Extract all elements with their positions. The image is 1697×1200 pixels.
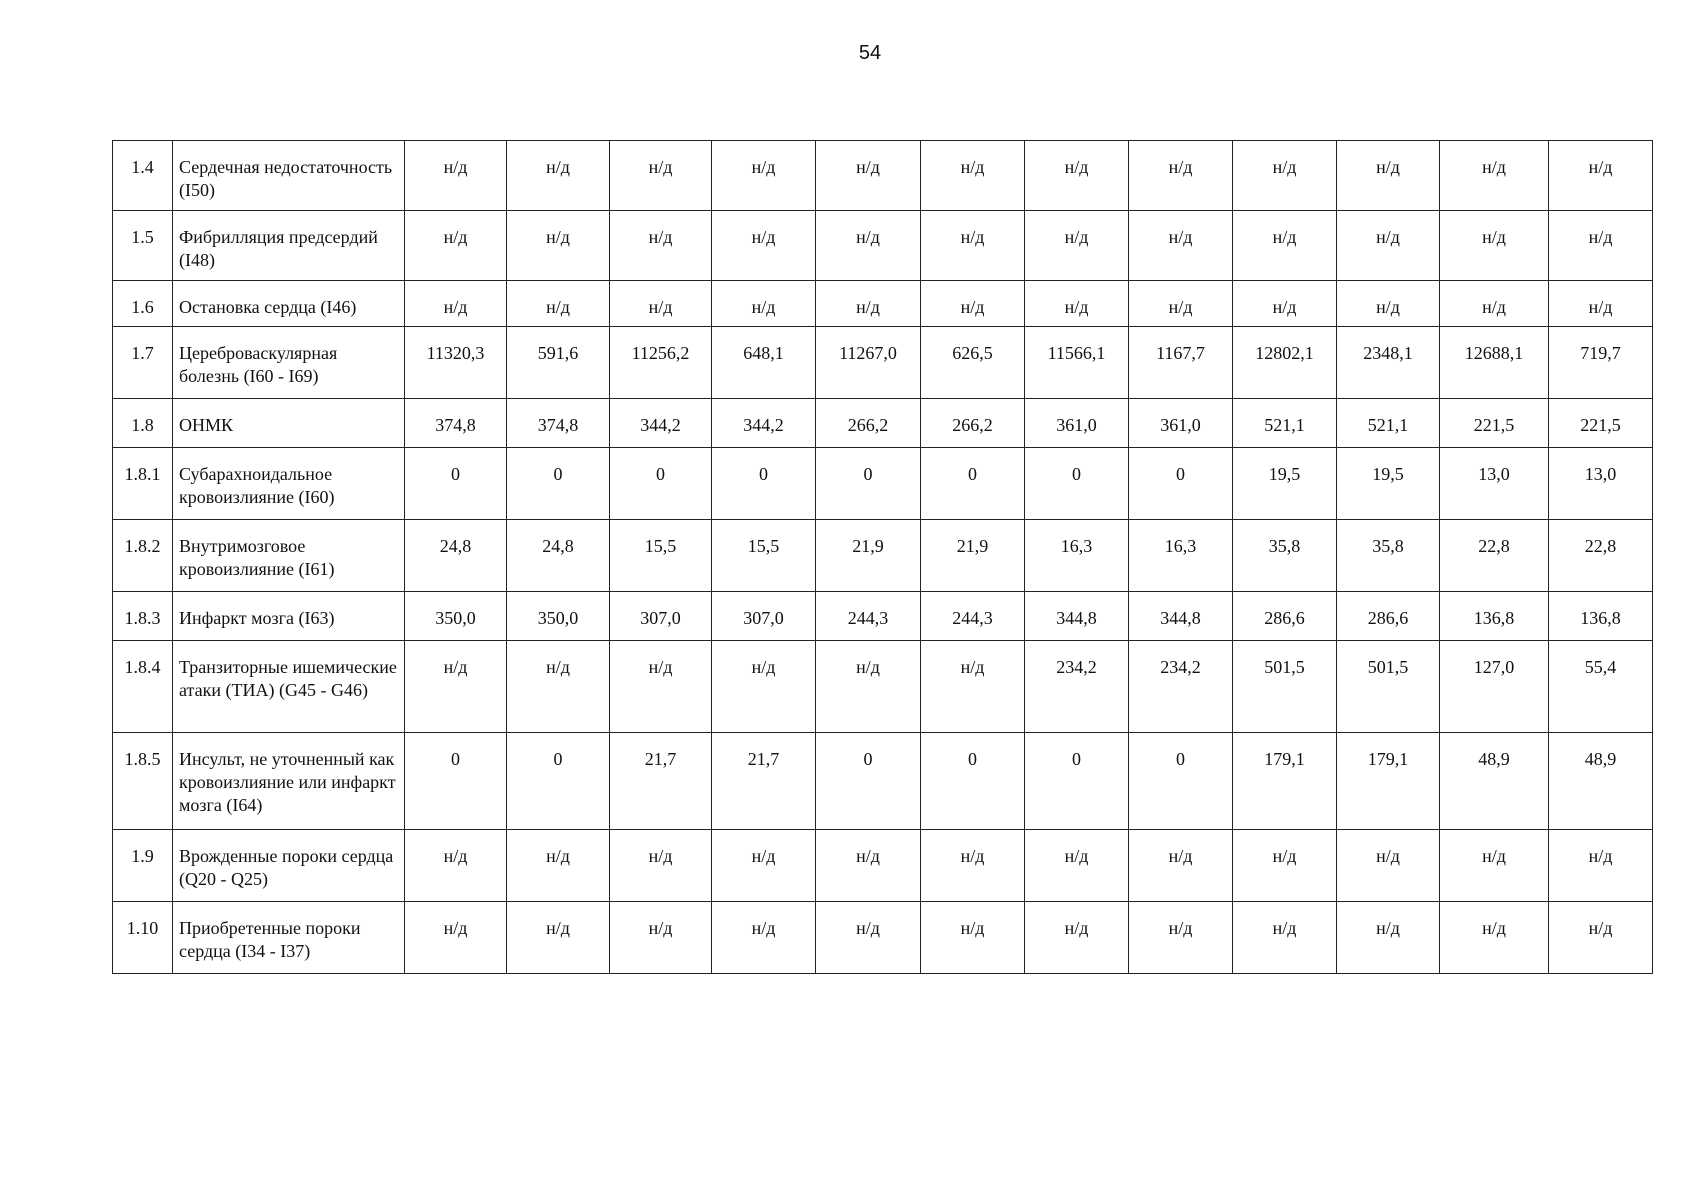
table-cell: н/д: [610, 902, 712, 974]
table-cell: 0: [610, 448, 712, 520]
table-cell: 35,8: [1233, 520, 1337, 592]
table-cell: н/д: [1233, 141, 1337, 211]
table-cell: н/д: [1337, 211, 1440, 281]
row-code: 1.8.5: [113, 733, 173, 830]
table-cell: н/д: [816, 211, 921, 281]
table-cell: н/д: [1440, 141, 1549, 211]
table-cell: 48,9: [1440, 733, 1549, 830]
table-cell: н/д: [610, 641, 712, 733]
table-cell: 234,2: [1129, 641, 1233, 733]
table-cell: 0: [816, 733, 921, 830]
table-cell: н/д: [921, 641, 1025, 733]
table-row: [113, 327, 1653, 399]
table-cell: н/д: [921, 281, 1025, 327]
table-cell: 179,1: [1233, 733, 1337, 830]
row-name: Фибрилляция предсердий (I48): [173, 211, 405, 281]
table-cell: 0: [1025, 448, 1129, 520]
row-code: 1.8.3: [113, 592, 173, 641]
table-cell: 286,6: [1233, 592, 1337, 641]
table-cell: н/д: [1025, 281, 1129, 327]
table-cell: 55,4: [1549, 641, 1653, 733]
table-cell: 344,8: [1129, 592, 1233, 641]
table-cell: 127,0: [1440, 641, 1549, 733]
table-cell: н/д: [1440, 281, 1549, 327]
table-cell: н/д: [1129, 211, 1233, 281]
table-cell: 12688,1: [1440, 327, 1549, 399]
table-cell: 48,9: [1549, 733, 1653, 830]
table-cell: н/д: [1440, 902, 1549, 974]
table-body: [113, 141, 1653, 974]
table-cell: н/д: [1549, 830, 1653, 902]
table-cell: н/д: [816, 902, 921, 974]
row-name: Инфаркт мозга (I63): [173, 592, 405, 641]
table-row: [113, 281, 1653, 327]
table-cell: 501,5: [1233, 641, 1337, 733]
table-cell: 19,5: [1233, 448, 1337, 520]
table-cell: 307,0: [610, 592, 712, 641]
table-cell: 136,8: [1440, 592, 1549, 641]
row-name: Инсульт, не уточненный как кровоизлияние или инфаркт мозга (I64): [173, 733, 405, 830]
table-cell: н/д: [1025, 902, 1129, 974]
table-cell: 16,3: [1025, 520, 1129, 592]
table-cell: 0: [507, 733, 610, 830]
table-cell: 0: [921, 733, 1025, 830]
table-row: [113, 733, 1653, 830]
page-number: 54: [858, 42, 882, 64]
table-cell: н/д: [507, 211, 610, 281]
table-cell: 361,0: [1129, 399, 1233, 448]
table-cell: н/д: [1233, 830, 1337, 902]
table-cell: н/д: [405, 902, 507, 974]
table-cell: 521,1: [1233, 399, 1337, 448]
table-cell: 15,5: [610, 520, 712, 592]
table-cell: 350,0: [405, 592, 507, 641]
table-cell: н/д: [1337, 830, 1440, 902]
table-cell: н/д: [1233, 281, 1337, 327]
table-cell: н/д: [507, 641, 610, 733]
row-name: Внутримозговое кровоизлияние (I61): [173, 520, 405, 592]
table-cell: 21,7: [712, 733, 816, 830]
table-cell: 244,3: [921, 592, 1025, 641]
table-cell: н/д: [712, 141, 816, 211]
table-cell: 24,8: [405, 520, 507, 592]
table-cell: 2348,1: [1337, 327, 1440, 399]
table-row: [113, 902, 1653, 974]
table-cell: н/д: [405, 281, 507, 327]
table-cell: 11267,0: [816, 327, 921, 399]
table-cell: 22,8: [1440, 520, 1549, 592]
table-cell: 0: [1025, 733, 1129, 830]
row-code: 1.6: [113, 281, 173, 327]
table-cell: 0: [405, 733, 507, 830]
table-cell: 344,2: [712, 399, 816, 448]
table-cell: н/д: [712, 281, 816, 327]
table-cell: н/д: [1129, 830, 1233, 902]
table-cell: 12802,1: [1233, 327, 1337, 399]
table-cell: н/д: [921, 830, 1025, 902]
table-cell: 719,7: [1549, 327, 1653, 399]
table-row: [113, 830, 1653, 902]
table-cell: н/д: [1025, 830, 1129, 902]
table-cell: 0: [921, 448, 1025, 520]
table-cell: н/д: [1549, 281, 1653, 327]
table-cell: н/д: [507, 141, 610, 211]
table-cell: н/д: [610, 281, 712, 327]
table-cell: н/д: [405, 641, 507, 733]
table-cell: н/д: [921, 211, 1025, 281]
table-cell: н/д: [1337, 141, 1440, 211]
table-cell: 591,6: [507, 327, 610, 399]
table-cell: 0: [405, 448, 507, 520]
table-cell: 350,0: [507, 592, 610, 641]
table-cell: 16,3: [1129, 520, 1233, 592]
table-row: [113, 641, 1653, 733]
table-cell: 286,6: [1337, 592, 1440, 641]
table-cell: 11320,3: [405, 327, 507, 399]
table-cell: 221,5: [1549, 399, 1653, 448]
table-cell: 1167,7: [1129, 327, 1233, 399]
table-cell: 21,9: [921, 520, 1025, 592]
table-cell: 11566,1: [1025, 327, 1129, 399]
table-cell: н/д: [405, 141, 507, 211]
table-cell: н/д: [921, 902, 1025, 974]
table-cell: 648,1: [712, 327, 816, 399]
row-code: 1.8: [113, 399, 173, 448]
table-cell: 136,8: [1549, 592, 1653, 641]
table-cell: 13,0: [1440, 448, 1549, 520]
table-cell: н/д: [405, 830, 507, 902]
table-cell: н/д: [712, 641, 816, 733]
table-cell: н/д: [1440, 830, 1549, 902]
table-cell: н/д: [1549, 211, 1653, 281]
table-cell: н/д: [1549, 141, 1653, 211]
table-cell: 35,8: [1337, 520, 1440, 592]
table-cell: 13,0: [1549, 448, 1653, 520]
table-cell: 0: [507, 448, 610, 520]
table-cell: н/д: [610, 211, 712, 281]
table-cell: 15,5: [712, 520, 816, 592]
table-cell: 0: [712, 448, 816, 520]
table-cell: н/д: [610, 141, 712, 211]
table-cell: 244,3: [816, 592, 921, 641]
table-cell: 21,7: [610, 733, 712, 830]
table-cell: 361,0: [1025, 399, 1129, 448]
table-row: [113, 448, 1653, 520]
table-cell: н/д: [1233, 902, 1337, 974]
table-cell: н/д: [1129, 281, 1233, 327]
table-cell: н/д: [1337, 281, 1440, 327]
table-cell: н/д: [1129, 141, 1233, 211]
row-name: Транзиторные ишемические атаки (ТИА) (G45 - G46): [173, 641, 405, 733]
row-code: 1.10: [113, 902, 173, 974]
table-cell: н/д: [507, 281, 610, 327]
table-cell: н/д: [712, 830, 816, 902]
table-cell: 234,2: [1025, 641, 1129, 733]
table-cell: 22,8: [1549, 520, 1653, 592]
table-cell: 344,2: [610, 399, 712, 448]
table-cell: н/д: [1129, 902, 1233, 974]
table-row: [113, 592, 1653, 641]
row-name: ОНМК: [173, 399, 405, 448]
table-row: [113, 141, 1653, 211]
table-cell: н/д: [816, 141, 921, 211]
row-name: Цереброваскулярная болезнь (I60 - I69): [173, 327, 405, 399]
table-cell: н/д: [816, 641, 921, 733]
table-cell: н/д: [1025, 141, 1129, 211]
table-cell: н/д: [1549, 902, 1653, 974]
row-name: Сердечная недостаточность (I50): [173, 141, 405, 211]
table-cell: 501,5: [1337, 641, 1440, 733]
table-cell: 626,5: [921, 327, 1025, 399]
table-cell: 307,0: [712, 592, 816, 641]
table-cell: н/д: [610, 830, 712, 902]
table-cell: н/д: [712, 211, 816, 281]
row-name: Врожденные пороки сердца (Q20 - Q25): [173, 830, 405, 902]
table-cell: 521,1: [1337, 399, 1440, 448]
row-code: 1.8.1: [113, 448, 173, 520]
table-cell: н/д: [1025, 211, 1129, 281]
table-cell: 11256,2: [610, 327, 712, 399]
row-code: 1.5: [113, 211, 173, 281]
table-cell: 374,8: [405, 399, 507, 448]
table-cell: н/д: [921, 141, 1025, 211]
table-cell: 0: [1129, 733, 1233, 830]
table-cell: 0: [1129, 448, 1233, 520]
row-name: Приобретенные пороки сердца (I34 - I37): [173, 902, 405, 974]
table-cell: н/д: [1233, 211, 1337, 281]
table-row: [113, 211, 1653, 281]
row-code: 1.4: [113, 141, 173, 211]
table-cell: 19,5: [1337, 448, 1440, 520]
table-row: [113, 399, 1653, 448]
statistics-table: [112, 140, 1653, 974]
table-cell: 344,8: [1025, 592, 1129, 641]
table-cell: н/д: [816, 830, 921, 902]
table-cell: н/д: [712, 902, 816, 974]
table-cell: н/д: [405, 211, 507, 281]
table-cell: 21,9: [816, 520, 921, 592]
table-cell: н/д: [507, 902, 610, 974]
table-cell: 374,8: [507, 399, 610, 448]
row-code: 1.8.2: [113, 520, 173, 592]
table-cell: н/д: [507, 830, 610, 902]
table-cell: н/д: [1337, 902, 1440, 974]
table-cell: 179,1: [1337, 733, 1440, 830]
table-cell: 221,5: [1440, 399, 1549, 448]
table-cell: 24,8: [507, 520, 610, 592]
row-code: 1.7: [113, 327, 173, 399]
row-code: 1.8.4: [113, 641, 173, 733]
table-cell: 266,2: [921, 399, 1025, 448]
table-cell: 0: [816, 448, 921, 520]
row-code: 1.9: [113, 830, 173, 902]
table-cell: 266,2: [816, 399, 921, 448]
row-name: Субарахноидальное кровоизлияние (I60): [173, 448, 405, 520]
table-cell: н/д: [816, 281, 921, 327]
row-name: Остановка сердца (I46): [173, 281, 405, 327]
table-row: [113, 520, 1653, 592]
table-cell: н/д: [1440, 211, 1549, 281]
